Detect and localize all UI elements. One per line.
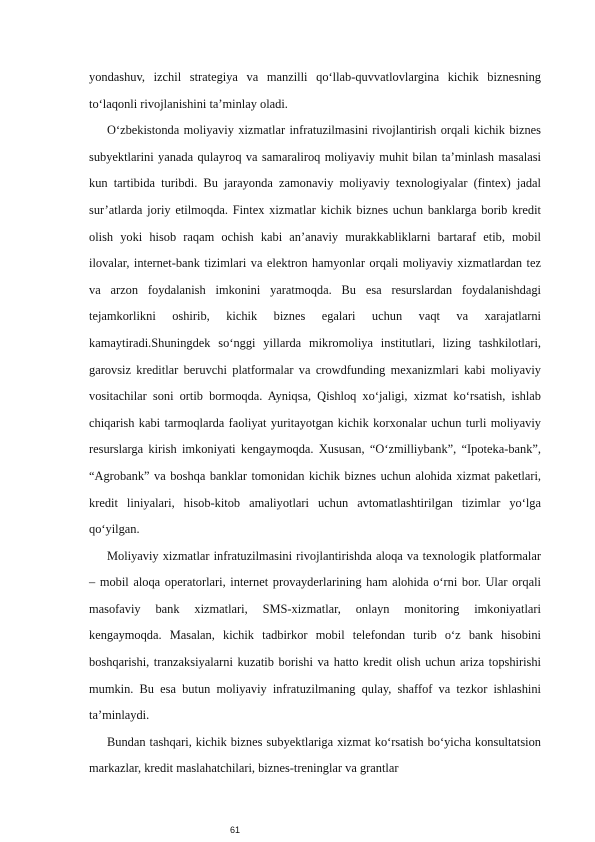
paragraph-fintech: O‘zbekistonda moliyaviy xizmatlar infratuzilmasini rivojlantirish orqali kichik biznes subyektlarini yanada qulayroq va samaraliroq moliyaviy muhit bilan ta’minlash masalasi kun tartibida turibdi. Bu jarayonda zamonaviy moliyaviy texnologiyalar (fintex) jadal sur’atlarda joriy etilmoqda. Fintex xizmatlar kichik biznes uchun banklarga borib kredit olish yoki hisob raqam ochish kabi an’anaviy murakkabliklarni bartaraf etib, mobil ilovalar, internet-bank tizimlari va elektron hamyonlar orqali moliyaviy xizmatlardan tez va arzon foydalanish imkonini yaratmoqda. Bu esa resurslardan foydalanishdagi tejamkorlikni oshirib, kichik biznes egalari uchun vaqt va xarajatlarni kamaytiradi.Shuningdek so‘nggi yillarda mikromoliya institutlari, lizing tashkilotlari, garovsiz kreditlar beruvchi platformalar va crowdfunding mexanizmlari kabi moliyaviy vositachilar soni ortib bormoqda. Ayniqsa, Qishloq xo‘jaligi, xizmat ko‘rsatish, ishlab chiqarish kabi tarmoqlarda faoliyat yuritayotgan kichik korxonalar uchun turli moliyaviy resurslarga kirish imkoniyati kengaymoqda. Xususan, “O‘zmilliybank”, “Ipoteka-bank”, “Agrobank” va boshqa banklar tomonidan kichik biznes uchun alohida xizmat paketlari, kredit liniyalari, hisob-kitob amaliyotlari uchun avtomatlashtirilgan tizimlar yo‘lga qo‘yilgan.	[89, 123, 541, 537]
paragraph-consulting: Bundan tashqari, kichik biznes subyektlariga xizmat ko‘rsatish bo‘yicha konsultatsion markazlar, kredit maslahatchilari, biznes-treninglar va grantlar	[89, 734, 541, 776]
paragraph-continuation: yondashuv, izchil strategiya va manzilli qo‘llab-quvvatlovlargina kichik biznesning to‘laqonli rivojlanishini ta’minlay oladi.	[89, 70, 541, 111]
document-body	[89, 64, 541, 782]
paragraph-communication-platforms: Moliyaviy xizmatlar infratuzilmasini rivojlantirishda aloqa va texnologik platformalar – mobil aloqa operatorlari, internet provayderlarining ham alohida o‘rni bor. Ular orqali masofaviy bank xizmatlari, SMS-xizmatlar, onlayn monitoring imkoniyatlari kengaymoqda. Masalan, kichik tadbirkor mobil telefondan turib o‘z bank hisobini boshqarishi, tranzaksiyalarni kuzatib borishi va hatto kredit olish uchun ariza topshirishi mumkin. Bu esa butun moliyaviy infratuzilmaning qulay, shaffof va tezkor ishlashini ta’minlaydi.	[89, 548, 541, 723]
page-number: 61	[230, 825, 241, 835]
